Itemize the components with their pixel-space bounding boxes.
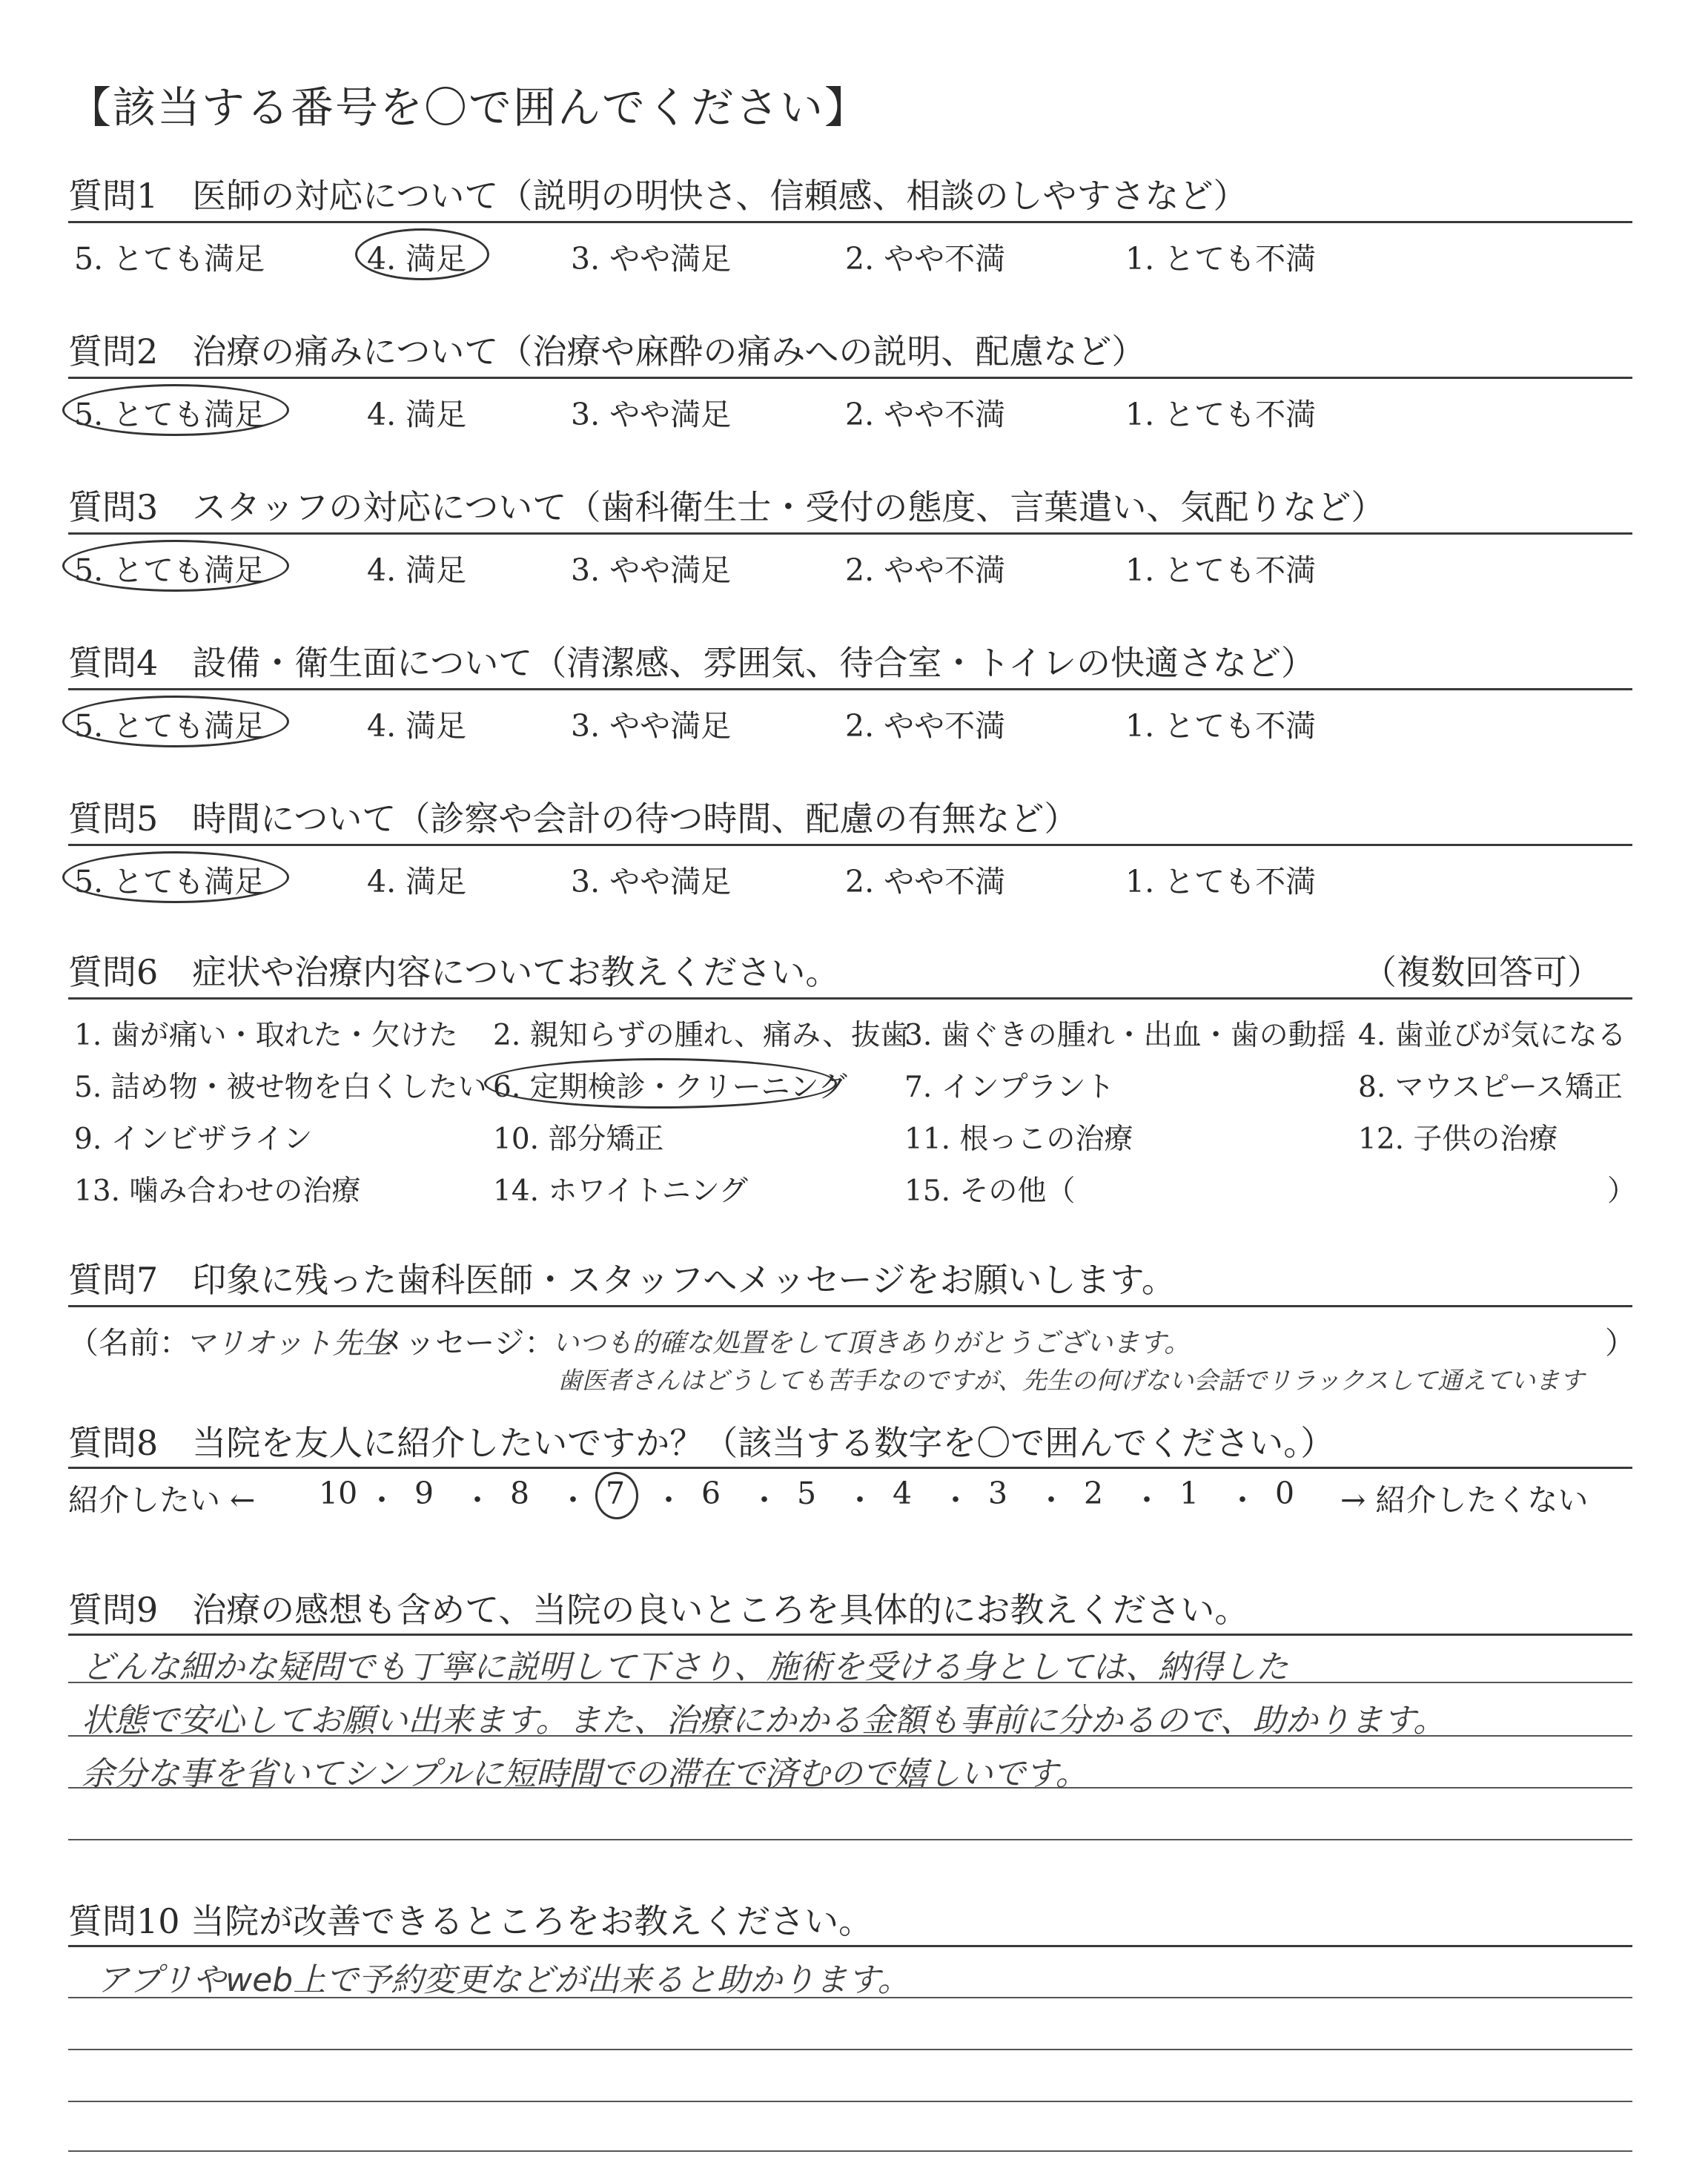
q3-option: 5. とても満足 — [74, 552, 265, 588]
q5-rule — [68, 844, 1632, 846]
q1-option: 1. とても不満 — [1125, 241, 1317, 277]
q8-scale-number: 2 — [1084, 1476, 1104, 1511]
q8-separator: ・ — [462, 1482, 493, 1518]
q4-option: 5. とても満足 — [74, 708, 265, 744]
q7-close-paren: ） — [1605, 1325, 1635, 1361]
q8-separator: ・ — [749, 1482, 780, 1518]
q5-option: 4. 満足 — [367, 864, 467, 899]
q3-option: 1. とても不満 — [1125, 552, 1317, 588]
q4-option: 1. とても不満 — [1125, 708, 1317, 744]
q4-option: 3. やや満足 — [571, 708, 732, 744]
q3-option: 3. やや満足 — [571, 552, 732, 588]
q6-option: 10. 部分矯正 — [493, 1123, 664, 1156]
q9-answer-line: 状態で安心してお願い出来ます。また、治療にかかる金額も事前に分かるので、助かります。 — [82, 1702, 1446, 1740]
q2-option: 4. 満足 — [367, 397, 467, 432]
q9-rule — [68, 1634, 1632, 1636]
q9-label: 質問9 治療の感想も含めて、当院の良いところを具体的にお教えください。 — [68, 1590, 1249, 1630]
q8-separator: ・ — [940, 1482, 971, 1518]
q2-label: 質問2 治療の痛みについて（治療や麻酔の痛みへの説明、配慮など） — [68, 331, 1146, 371]
q6-label: 質問6 症状や治療内容についてお教えください。 — [68, 952, 840, 992]
q8-left-label: 紹介したい ← — [68, 1482, 256, 1518]
q7-name-value: マリオット先生 — [185, 1327, 392, 1361]
q6-option: 15. その他（ — [904, 1175, 1076, 1208]
q3-label: 質問3 スタッフの対応について（歯科衛生士・受付の態度、言葉遣い、気配りなど） — [68, 487, 1386, 527]
q10-label: 質問10 当院が改善できるところをお教えください。 — [68, 1901, 873, 1941]
q6-option: 8. マウスピース矯正 — [1358, 1071, 1623, 1104]
q7-message-line2: 歯医者さんはどうしても苦手なのですが、先生の何げない会話でリラックスして通えています — [557, 1366, 1585, 1395]
q4-rule — [68, 688, 1632, 690]
page-title: 【該当する番号を〇で囲んでください】 — [68, 82, 870, 133]
q8-separator: ・ — [1036, 1482, 1067, 1518]
q5-option: 2. やや不満 — [845, 864, 1006, 899]
q8-scale-number: 1 — [1179, 1476, 1199, 1511]
q5-option: 3. やや満足 — [571, 864, 732, 899]
q10-rule — [68, 1945, 1632, 1947]
q1-rule — [68, 221, 1632, 223]
q5-label: 質問5 時間について（診察や会計の待つ時間、配慮の有無など） — [68, 799, 1079, 839]
q8-separator: ・ — [653, 1482, 684, 1518]
q8-right-label: → 紹介したくない — [1340, 1482, 1589, 1518]
q1-label: 質問1 医師の対応について（説明の明快さ、信頼感、相談のしやすさなど） — [68, 176, 1248, 216]
q5-option: 5. とても満足 — [74, 864, 265, 899]
q7-message-line1: いつも的確な処置をして頂きありがとうございます。 — [552, 1328, 1191, 1358]
selection-circle — [355, 228, 489, 280]
q8-scale-number: 0 — [1275, 1476, 1295, 1511]
selection-circle — [62, 540, 289, 592]
q7-rule — [68, 1305, 1632, 1307]
q2-option: 2. やや不満 — [845, 397, 1006, 432]
q6-option: 13. 噛み合わせの治療 — [74, 1175, 361, 1208]
q6-note: （複数回答可） — [1363, 952, 1601, 992]
q2-option: 5. とても満足 — [74, 397, 265, 432]
q8-separator: ・ — [1227, 1482, 1258, 1518]
q1-option: 4. 満足 — [367, 241, 467, 277]
q1-option: 2. やや不満 — [845, 241, 1006, 277]
q10-answer-line: アプリやweb上で予約変更などが出来ると助かります。 — [96, 1961, 910, 1999]
q1-option: 3. やや満足 — [571, 241, 732, 277]
q8-scale-number: 7 — [606, 1476, 626, 1511]
q8-separator: ・ — [557, 1482, 589, 1518]
q7-message-prefix: メッセージ： — [374, 1325, 555, 1361]
q6-option: 6. 定期検診・クリーニング — [493, 1071, 847, 1104]
q4-option: 4. 満足 — [367, 708, 467, 744]
q6-option: ） — [1607, 1175, 1637, 1208]
selection-circle — [595, 1472, 638, 1519]
selection-circle — [62, 851, 289, 903]
q3-rule — [68, 532, 1632, 535]
q8-separator: ・ — [844, 1482, 875, 1518]
answer-rule — [68, 2049, 1632, 2050]
q5-option: 1. とても不満 — [1125, 864, 1317, 899]
q8-scale-number: 5 — [797, 1476, 817, 1511]
q3-option: 4. 満足 — [367, 552, 467, 588]
q6-option: 9. インビザライン — [74, 1123, 313, 1156]
selection-circle — [62, 696, 289, 747]
q6-option: 11. 根っこの治療 — [904, 1123, 1133, 1156]
q8-label: 質問8 当院を友人に紹介したいですか？（該当する数字を〇で囲んでください。） — [68, 1423, 1335, 1463]
q8-separator: ・ — [366, 1482, 397, 1518]
q7-name-prefix: （名前： — [68, 1325, 190, 1361]
q7-label: 質問7 印象に残った歯科医師・スタッフへメッセージをお願いします。 — [68, 1260, 1176, 1300]
q9-answer-line: どんな細かな疑問でも丁寧に説明して下さり、施術を受ける身としては、納得した — [82, 1648, 1288, 1686]
q8-separator: ・ — [1131, 1482, 1162, 1518]
q6-option: 2. 親知らずの腫れ、痛み、抜歯 — [493, 1019, 910, 1052]
q2-option: 1. とても不満 — [1125, 397, 1317, 432]
q6-option: 5. 詰め物・被せ物を白くしたい — [74, 1071, 487, 1104]
q1-option: 5. とても満足 — [74, 241, 265, 277]
q8-scale-number: 10 — [319, 1476, 358, 1511]
q8-scale-number: 9 — [414, 1476, 434, 1511]
q3-option: 2. やや不満 — [845, 552, 1006, 588]
q6-rule — [68, 997, 1632, 1000]
q6-option: 14. ホワイトニング — [493, 1175, 748, 1208]
q8-scale-number: 6 — [701, 1476, 721, 1511]
q6-option: 12. 子供の治療 — [1358, 1123, 1558, 1156]
q9-answer-line: 余分な事を省いてシンプルに短時間での滞在で済むので嬉しいです。 — [82, 1755, 1088, 1793]
q6-option: 7. インプラント — [904, 1071, 1115, 1104]
q8-scale-number: 4 — [893, 1476, 913, 1511]
q8-rule — [68, 1467, 1632, 1469]
q4-option: 2. やや不満 — [845, 708, 1006, 744]
q8-scale-number: 3 — [988, 1476, 1008, 1511]
q6-option: 3. 歯ぐきの腫れ・出血・歯の動揺 — [904, 1019, 1346, 1052]
q6-option: 1. 歯が痛い・取れた・欠けた — [74, 1019, 458, 1052]
selection-circle — [484, 1058, 837, 1109]
q2-option: 3. やや満足 — [571, 397, 732, 432]
answer-rule — [68, 1839, 1632, 1840]
selection-circle — [62, 384, 289, 436]
q6-option: 4. 歯並びが気になる — [1358, 1019, 1626, 1052]
q8-scale-number: 8 — [510, 1476, 530, 1511]
answer-rule — [68, 2150, 1632, 2152]
q2-rule — [68, 377, 1632, 379]
answer-rule — [68, 2101, 1632, 2102]
q4-label: 質問4 設備・衛生面について（清潔感、雰囲気、待合室・トイレの快適さなど） — [68, 643, 1316, 683]
